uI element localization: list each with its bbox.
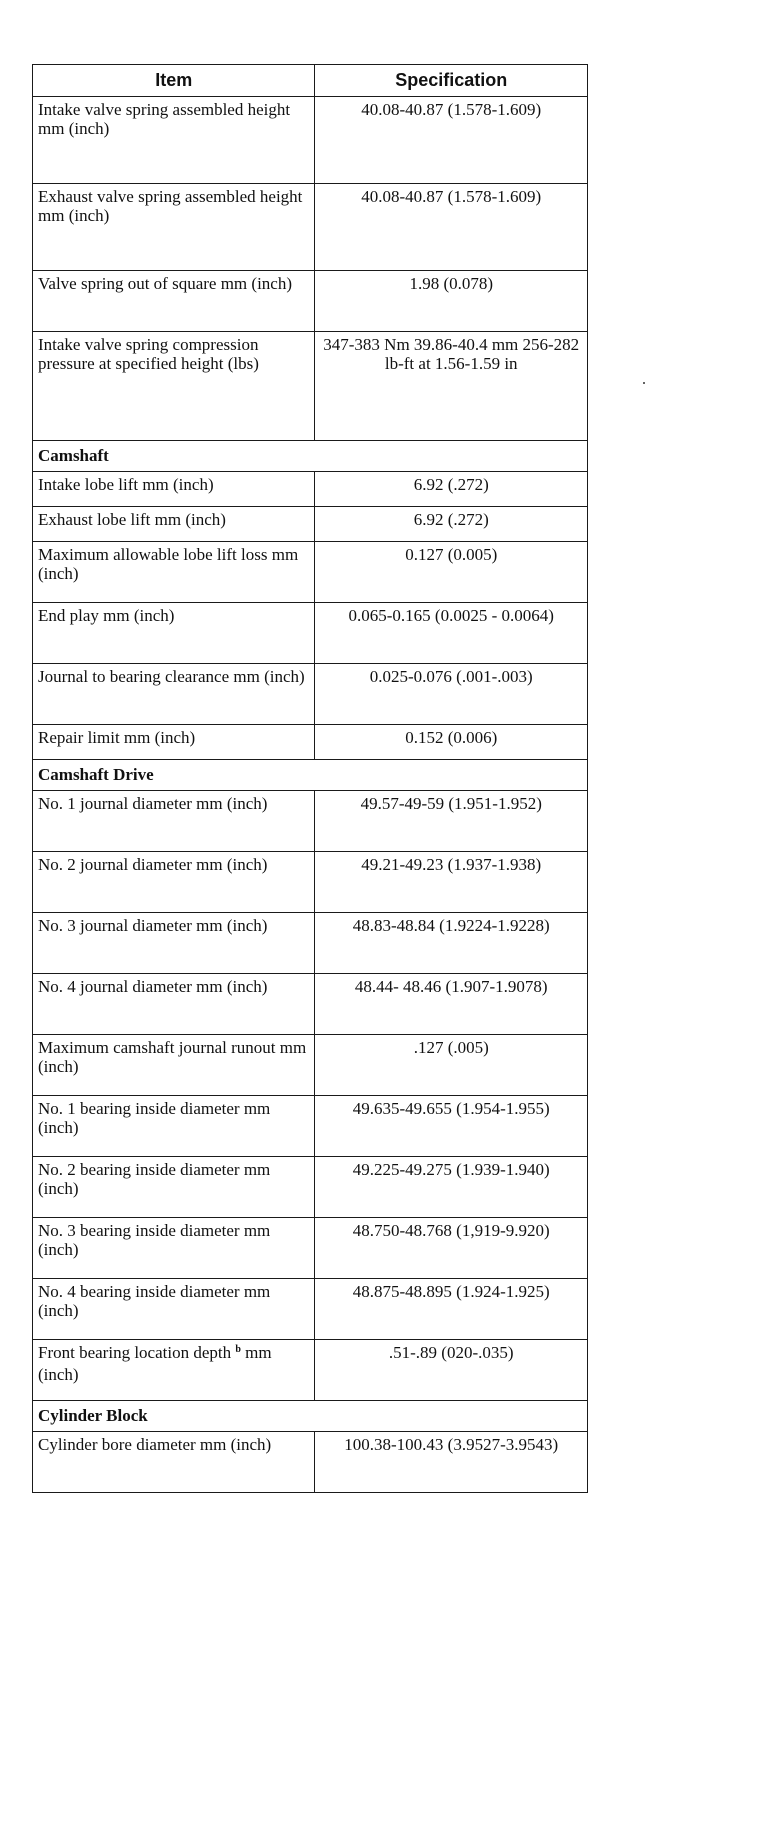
- table-row: [33, 1096, 588, 1157]
- item-cell: Intake valve spring assembled height mm (inch): [33, 97, 315, 184]
- header-item: Item: [33, 65, 315, 97]
- scan-speck: [643, 382, 645, 384]
- item-cell: Exhaust valve spring assembled height mm (inch): [33, 184, 315, 271]
- spec-cell: 6.92 (.272): [315, 507, 588, 542]
- spec-cell: 49.225-49.275 (1.939-1.940): [315, 1157, 588, 1218]
- table-row: [33, 97, 588, 184]
- item-cell: No. 3 journal diameter mm (inch): [33, 913, 315, 974]
- spec-cell: 49.635-49.655 (1.954-1.955): [315, 1096, 588, 1157]
- footnote-marker: b: [235, 1344, 241, 1355]
- spec-cell: 0.152 (0.006): [315, 725, 588, 760]
- spec-cell: 6.92 (.272): [315, 472, 588, 507]
- item-cell: Cylinder bore diameter mm (inch): [33, 1432, 315, 1493]
- table-row: [33, 852, 588, 913]
- section-camshaft-drive: Camshaft Drive: [33, 760, 588, 791]
- table-row: [33, 472, 588, 507]
- item-cell: Maximum camshaft journal runout mm (inch): [33, 1035, 315, 1096]
- spec-cell: 347-383 Nm 39.86-40.4 mm 256-282 lb-ft at 1.56-1.59 in: [315, 332, 588, 441]
- item-cell: No. 1 journal diameter mm (inch): [33, 791, 315, 852]
- item-cell: [33, 1340, 315, 1401]
- table-row: [33, 725, 588, 760]
- spec-cell: .127 (.005): [315, 1035, 588, 1096]
- table-header-row: [33, 65, 588, 97]
- section-cylinder-block: Cylinder Block: [33, 1401, 588, 1432]
- spec-cell: 1.98 (0.078): [315, 271, 588, 332]
- table-row: [33, 271, 588, 332]
- spec-cell: 0.127 (0.005): [315, 542, 588, 603]
- table-row: [33, 507, 588, 542]
- table-row: [33, 913, 588, 974]
- spec-cell: 0.065-0.165 (0.0025 - 0.0064): [315, 603, 588, 664]
- item-cell: No. 2 bearing inside diameter mm (inch): [33, 1157, 315, 1218]
- table-row: [33, 791, 588, 852]
- table-row: [33, 1279, 588, 1340]
- item-text-unit: mm (inch): [38, 1343, 272, 1384]
- table-row: [33, 542, 588, 603]
- item-cell: Maximum allowable lobe lift loss mm (inch): [33, 542, 315, 603]
- table-row: [33, 1432, 588, 1493]
- spec-cell: 48.44- 48.46 (1.907-1.9078): [315, 974, 588, 1035]
- spec-cell: 48.750-48.768 (1,919-9.920): [315, 1218, 588, 1279]
- table-row: [33, 1218, 588, 1279]
- section-row: [33, 760, 588, 791]
- spec-cell: .51-.89 (020-.035): [315, 1340, 588, 1401]
- table-row: [33, 664, 588, 725]
- item-cell: Intake lobe lift mm (inch): [33, 472, 315, 507]
- item-cell: Repair limit mm (inch): [33, 725, 315, 760]
- item-cell: No. 3 bearing inside diameter mm (inch): [33, 1218, 315, 1279]
- table-row: [33, 974, 588, 1035]
- spec-cell: 48.875-48.895 (1.924-1.925): [315, 1279, 588, 1340]
- section-camshaft: Camshaft: [33, 441, 588, 472]
- item-cell: No. 4 bearing inside diameter mm (inch): [33, 1279, 315, 1340]
- item-cell: End play mm (inch): [33, 603, 315, 664]
- table-row: [33, 1157, 588, 1218]
- spec-cell: 49.21-49.23 (1.937-1.938): [315, 852, 588, 913]
- header-specification: Specification: [315, 65, 588, 97]
- table-row: [33, 1340, 588, 1401]
- spec-cell: 100.38-100.43 (3.9527-3.9543): [315, 1432, 588, 1493]
- spec-cell: 48.83-48.84 (1.9224-1.9228): [315, 913, 588, 974]
- item-cell: Valve spring out of square mm (inch): [33, 271, 315, 332]
- table-row: [33, 603, 588, 664]
- spec-cell: 40.08-40.87 (1.578-1.609): [315, 97, 588, 184]
- section-row: [33, 1401, 588, 1432]
- table-row: [33, 184, 588, 271]
- spec-cell: 49.57-49-59 (1.951-1.952): [315, 791, 588, 852]
- spec-cell: 40.08-40.87 (1.578-1.609): [315, 184, 588, 271]
- item-cell: No. 1 bearing inside diameter mm (inch): [33, 1096, 315, 1157]
- item-text: Front bearing location depth: [38, 1343, 232, 1362]
- item-cell: Journal to bearing clearance mm (inch): [33, 664, 315, 725]
- table-row: [33, 1035, 588, 1096]
- item-cell: No. 4 journal diameter mm (inch): [33, 974, 315, 1035]
- item-cell: No. 2 journal diameter mm (inch): [33, 852, 315, 913]
- table-row: [33, 332, 588, 441]
- item-cell: Exhaust lobe lift mm (inch): [33, 507, 315, 542]
- spec-cell: 0.025-0.076 (.001-.003): [315, 664, 588, 725]
- spec-table: [32, 64, 588, 1493]
- item-cell: Intake valve spring compression pressure at specified height (lbs): [33, 332, 315, 441]
- section-row: [33, 441, 588, 472]
